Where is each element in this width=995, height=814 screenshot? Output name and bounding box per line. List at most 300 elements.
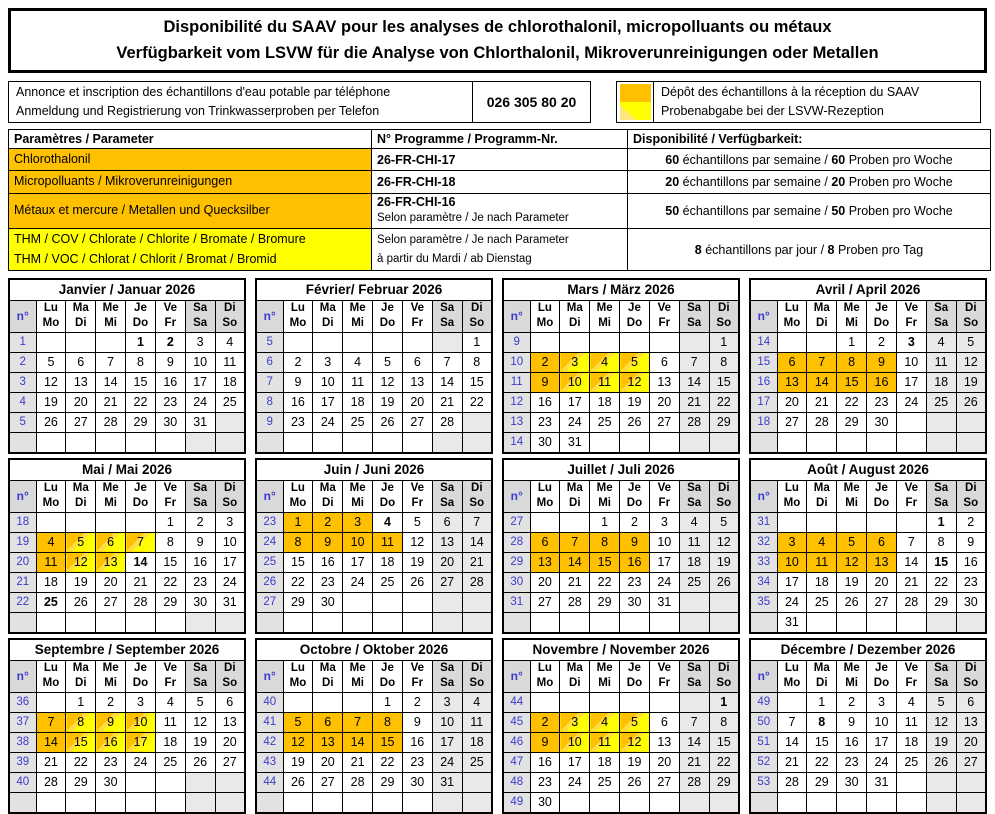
day-cell: 18 (155, 732, 185, 752)
day-cell: 7 (462, 512, 492, 532)
day-column-header: Me Mi (837, 300, 867, 332)
day-cell (215, 612, 245, 633)
day-cell (807, 432, 837, 453)
day-column-header: Je Do (373, 660, 403, 692)
week-number-column-header: n° (503, 480, 530, 512)
day-cell: 12 (66, 552, 96, 572)
day-cell (462, 432, 492, 453)
day-cell (215, 772, 245, 792)
week-number-cell: 38 (9, 732, 36, 752)
day-cell (649, 332, 679, 352)
day-cell: 21 (777, 752, 807, 772)
day-cell: 26 (185, 752, 215, 772)
day-cell: 13 (649, 732, 679, 752)
month-calendar (8, 278, 246, 454)
day-cell: 13 (649, 372, 679, 392)
day-cell: 20 (649, 752, 679, 772)
week-number-cell (9, 612, 36, 633)
week-number-cell: 44 (256, 772, 283, 792)
day-cell: 22 (709, 752, 739, 772)
day-cell: 15 (837, 372, 867, 392)
day-cell (620, 332, 650, 352)
day-cell: 15 (807, 732, 837, 752)
week-number-cell: 25 (256, 552, 283, 572)
month-title: Mars / März 2026 (503, 279, 739, 301)
day-cell (185, 612, 215, 633)
week-number-cell: 18 (9, 512, 36, 532)
day-cell (649, 432, 679, 453)
day-column-header: Ma Di (807, 300, 837, 332)
day-cell: 5 (926, 692, 956, 712)
day-cell (215, 792, 245, 813)
day-column-header: Me Mi (343, 300, 373, 332)
day-column-header: Di So (956, 480, 986, 512)
day-cell: 25 (807, 592, 837, 612)
day-column-header: Ve Fr (649, 480, 679, 512)
day-column-header: Di So (215, 300, 245, 332)
day-column-header: Lu Mo (36, 480, 66, 512)
day-cell: 30 (530, 432, 560, 453)
day-column-header: Sa Sa (679, 480, 709, 512)
program-number: 26-FR-CHI-17 (372, 149, 628, 171)
day-cell: 7 (432, 352, 462, 372)
day-cell: 26 (620, 412, 650, 432)
week-number-cell: 20 (9, 552, 36, 572)
day-cell: 30 (402, 772, 432, 792)
day-cell: 1 (373, 692, 403, 712)
day-cell (283, 432, 313, 453)
day-cell (777, 332, 807, 352)
day-cell: 4 (155, 692, 185, 712)
day-cell (590, 692, 620, 712)
day-cell: 30 (956, 592, 986, 612)
day-cell (343, 792, 373, 813)
week-number-cell: 18 (750, 412, 777, 432)
day-cell (926, 792, 956, 813)
day-cell: 17 (185, 372, 215, 392)
availability-value: 8 échantillons par jour / 8 Proben pro Tag (628, 229, 991, 271)
week-number-cell: 6 (256, 352, 283, 372)
day-column-header: Je Do (867, 480, 897, 512)
day-cell: 14 (96, 372, 126, 392)
day-cell: 22 (66, 752, 96, 772)
day-cell: 10 (777, 552, 807, 572)
day-cell: 9 (530, 372, 560, 392)
day-cell: 30 (530, 792, 560, 813)
day-cell: 3 (313, 352, 343, 372)
day-cell (432, 592, 462, 612)
month-calendar (8, 458, 246, 634)
week-number-cell: 9 (503, 332, 530, 352)
day-cell: 31 (649, 592, 679, 612)
week-number-cell: 40 (9, 772, 36, 792)
day-cell: 22 (837, 392, 867, 412)
program-header: N° Programme / Programm-Nr. (372, 130, 628, 149)
day-cell (709, 432, 739, 453)
month-calendar (502, 638, 740, 814)
day-cell (313, 792, 343, 813)
day-cell: 25 (896, 752, 926, 772)
day-cell: 27 (649, 772, 679, 792)
day-column-header: Di So (956, 660, 986, 692)
week-number-cell: 27 (256, 592, 283, 612)
month-calendar (255, 638, 493, 814)
day-cell: 15 (126, 372, 156, 392)
week-number-cell: 19 (9, 532, 36, 552)
day-cell: 19 (926, 732, 956, 752)
day-cell (36, 612, 66, 633)
day-cell: 23 (155, 392, 185, 412)
day-cell: 15 (709, 732, 739, 752)
day-cell: 22 (283, 572, 313, 592)
day-cell (867, 432, 897, 453)
day-cell (343, 432, 373, 453)
day-cell: 15 (66, 732, 96, 752)
day-cell: 8 (66, 712, 96, 732)
day-cell: 24 (432, 752, 462, 772)
day-cell: 10 (649, 532, 679, 552)
week-number-cell: 24 (256, 532, 283, 552)
day-cell: 16 (530, 752, 560, 772)
day-cell: 11 (679, 532, 709, 552)
day-cell: 10 (432, 712, 462, 732)
day-cell (837, 512, 867, 532)
day-cell (530, 612, 560, 633)
day-cell (373, 592, 403, 612)
day-cell: 11 (155, 712, 185, 732)
week-number-cell: 14 (750, 332, 777, 352)
month-title: Juillet / Juli 2026 (503, 459, 739, 481)
week-number-cell (9, 432, 36, 453)
day-cell: 19 (36, 392, 66, 412)
day-cell: 11 (896, 712, 926, 732)
day-cell: 14 (343, 732, 373, 752)
day-column-header: Me Mi (837, 480, 867, 512)
day-cell: 14 (896, 552, 926, 572)
day-cell: 22 (155, 572, 185, 592)
day-cell: 3 (215, 512, 245, 532)
day-column-header: Sa Sa (926, 660, 956, 692)
day-cell: 23 (313, 572, 343, 592)
day-cell: 3 (343, 512, 373, 532)
day-cell: 14 (679, 732, 709, 752)
day-cell (283, 692, 313, 712)
day-cell: 18 (807, 572, 837, 592)
day-cell (649, 612, 679, 633)
day-column-header: Lu Mo (36, 660, 66, 692)
day-cell (215, 412, 245, 432)
day-cell: 10 (313, 372, 343, 392)
day-cell: 4 (679, 512, 709, 532)
phone-announcement-de: Anmeldung und Registrierung von Trinkwasserproben per Telefon (16, 104, 380, 118)
day-cell: 19 (66, 572, 96, 592)
day-cell: 1 (283, 512, 313, 532)
day-cell: 3 (649, 512, 679, 532)
day-cell: 28 (432, 412, 462, 432)
phone-announcement (9, 82, 473, 122)
week-number-cell: 7 (256, 372, 283, 392)
day-cell: 30 (620, 592, 650, 612)
month-calendar (502, 278, 740, 454)
week-number-column-header: n° (750, 480, 777, 512)
day-column-header: Ma Di (313, 300, 343, 332)
day-cell (530, 692, 560, 712)
day-cell: 4 (896, 692, 926, 712)
day-column-header: Ve Fr (896, 300, 926, 332)
day-cell: 2 (867, 332, 897, 352)
day-column-header: Lu Mo (36, 300, 66, 332)
day-cell: 21 (807, 392, 837, 412)
day-column-header: Je Do (126, 300, 156, 332)
day-cell (66, 332, 96, 352)
day-cell: 28 (896, 592, 926, 612)
day-cell (402, 792, 432, 813)
week-number-column-header: n° (503, 660, 530, 692)
day-cell (620, 432, 650, 453)
parameter-name: THM / COV / Chlorate / Chlorite / Bromate / Bromure THM / VOC / Chlorat / Chlorit / Bromat / Bromid (9, 229, 372, 271)
day-cell: 3 (777, 532, 807, 552)
day-cell (896, 432, 926, 453)
day-column-header: Ma Di (66, 660, 96, 692)
day-column-header: Sa Sa (679, 300, 709, 332)
day-cell: 12 (837, 552, 867, 572)
day-cell: 22 (373, 752, 403, 772)
day-cell: 25 (590, 412, 620, 432)
day-cell: 27 (215, 752, 245, 772)
day-cell: 31 (777, 612, 807, 633)
day-cell: 5 (66, 532, 96, 552)
day-cell (560, 792, 590, 813)
day-cell: 15 (283, 552, 313, 572)
day-cell: 4 (462, 692, 492, 712)
day-cell: 20 (215, 732, 245, 752)
day-cell (926, 432, 956, 453)
day-cell: 29 (837, 412, 867, 432)
day-column-header: Je Do (126, 480, 156, 512)
day-cell: 23 (530, 772, 560, 792)
day-column-header: Me Mi (837, 660, 867, 692)
day-cell: 16 (96, 732, 126, 752)
day-cell: 7 (896, 532, 926, 552)
day-cell: 4 (36, 532, 66, 552)
day-cell: 13 (432, 532, 462, 552)
day-cell: 18 (36, 572, 66, 592)
day-cell (432, 792, 462, 813)
day-cell: 14 (777, 732, 807, 752)
day-cell: 27 (402, 412, 432, 432)
week-number-cell (256, 792, 283, 813)
day-cell: 20 (432, 552, 462, 572)
day-cell (896, 772, 926, 792)
day-column-header: Sa Sa (926, 480, 956, 512)
day-cell: 18 (343, 392, 373, 412)
day-column-header: Di So (462, 660, 492, 692)
day-cell: 2 (530, 712, 560, 732)
day-cell: 3 (185, 332, 215, 352)
month-calendar (255, 278, 493, 454)
phone-info-table (8, 81, 591, 123)
day-column-header: Di So (709, 300, 739, 332)
availability-value: 60 échantillons par semaine / 60 Proben pro Woche (628, 149, 991, 171)
day-column-header: Sa Sa (185, 300, 215, 332)
week-number-cell: 28 (503, 532, 530, 552)
day-column-header: Me Mi (343, 660, 373, 692)
week-number-cell: 14 (503, 432, 530, 453)
day-cell: 17 (126, 732, 156, 752)
day-cell: 26 (283, 772, 313, 792)
day-cell: 14 (462, 532, 492, 552)
day-cell: 30 (867, 412, 897, 432)
day-cell (343, 332, 373, 352)
day-cell (679, 592, 709, 612)
day-cell (867, 612, 897, 633)
day-cell: 2 (620, 512, 650, 532)
week-number-cell: 1 (9, 332, 36, 352)
day-cell: 20 (867, 572, 897, 592)
day-cell: 25 (462, 752, 492, 772)
day-cell: 8 (126, 352, 156, 372)
day-cell: 6 (867, 532, 897, 552)
week-number-cell: 5 (9, 412, 36, 432)
day-column-header: Lu Mo (530, 300, 560, 332)
week-number-cell: 26 (256, 572, 283, 592)
day-column-header: Lu Mo (283, 300, 313, 332)
day-column-header: Je Do (620, 660, 650, 692)
day-cell: 14 (807, 372, 837, 392)
program-number: 26-FR-CHI-18 (372, 171, 628, 193)
day-cell: 2 (313, 512, 343, 532)
day-column-header: Lu Mo (777, 300, 807, 332)
day-cell (590, 332, 620, 352)
day-cell: 30 (837, 772, 867, 792)
week-number-cell: 29 (503, 552, 530, 572)
month-title: Février/ Februar 2026 (256, 279, 492, 301)
day-cell: 10 (185, 352, 215, 372)
day-cell: 16 (530, 392, 560, 412)
day-cell: 25 (155, 752, 185, 772)
day-cell: 27 (956, 752, 986, 772)
week-number-column-header: n° (750, 300, 777, 332)
day-cell: 25 (215, 392, 245, 412)
day-cell (709, 592, 739, 612)
day-cell: 18 (590, 752, 620, 772)
day-cell: 1 (926, 512, 956, 532)
day-column-header: Je Do (620, 300, 650, 332)
day-cell (126, 792, 156, 813)
dropoff-legend-icon-cell (617, 82, 654, 122)
day-cell: 19 (620, 752, 650, 772)
day-cell: 21 (679, 392, 709, 412)
day-cell: 27 (777, 412, 807, 432)
day-cell: 9 (155, 352, 185, 372)
day-cell (66, 612, 96, 633)
info-section (8, 81, 987, 123)
day-cell: 23 (620, 572, 650, 592)
day-cell: 8 (590, 532, 620, 552)
day-cell (36, 792, 66, 813)
day-cell: 2 (283, 352, 313, 372)
day-column-header: Sa Sa (679, 660, 709, 692)
dropoff-legend-fr: Dépôt des échantillons à la réception du SAAV (661, 85, 920, 100)
day-cell: 16 (837, 732, 867, 752)
week-number-cell: 4 (9, 392, 36, 412)
day-column-header: Ma Di (313, 480, 343, 512)
day-cell (96, 332, 126, 352)
day-cell: 12 (926, 712, 956, 732)
day-column-header: Lu Mo (530, 660, 560, 692)
day-cell (926, 412, 956, 432)
day-cell: 19 (620, 392, 650, 412)
day-cell: 11 (215, 352, 245, 372)
day-cell: 8 (837, 352, 867, 372)
day-column-header: Me Mi (590, 480, 620, 512)
day-cell: 20 (66, 392, 96, 412)
day-cell: 17 (432, 732, 462, 752)
month-title: Septembre / September 2026 (9, 639, 245, 661)
day-cell (560, 332, 590, 352)
day-column-header: Je Do (867, 300, 897, 332)
day-cell (462, 592, 492, 612)
day-cell: 6 (777, 352, 807, 372)
day-cell: 19 (956, 372, 986, 392)
day-cell: 7 (807, 352, 837, 372)
month-title: Octobre / Oktober 2026 (256, 639, 492, 661)
day-cell: 23 (956, 572, 986, 592)
day-cell: 13 (956, 712, 986, 732)
day-cell (896, 792, 926, 813)
day-cell: 6 (956, 692, 986, 712)
day-cell (679, 332, 709, 352)
day-cell: 25 (343, 412, 373, 432)
day-cell: 10 (343, 532, 373, 552)
day-cell: 28 (36, 772, 66, 792)
day-cell: 11 (36, 552, 66, 572)
day-cell: 2 (155, 332, 185, 352)
phone-number: 026 305 80 20 (486, 94, 577, 110)
day-cell: 7 (36, 712, 66, 732)
day-cell (709, 792, 739, 813)
day-column-header: Ma Di (560, 300, 590, 332)
day-cell (462, 772, 492, 792)
day-cell: 5 (185, 692, 215, 712)
day-cell: 13 (66, 372, 96, 392)
day-cell: 6 (432, 512, 462, 532)
day-cell (807, 512, 837, 532)
day-cell (777, 792, 807, 813)
day-cell: 26 (373, 412, 403, 432)
day-cell (679, 692, 709, 712)
day-cell (679, 432, 709, 453)
week-number-cell: 2 (9, 352, 36, 372)
day-cell (620, 612, 650, 633)
week-number-cell: 15 (750, 352, 777, 372)
day-cell: 21 (36, 752, 66, 772)
day-cell (777, 432, 807, 453)
day-column-header: Ve Fr (896, 480, 926, 512)
day-cell: 28 (126, 592, 156, 612)
day-cell (590, 792, 620, 813)
day-cell: 1 (66, 692, 96, 712)
day-cell: 9 (96, 712, 126, 732)
day-cell (313, 432, 343, 453)
day-cell: 2 (956, 512, 986, 532)
day-cell: 17 (313, 392, 343, 412)
availability-header: Disponibilité / Verfügbarkeit: (628, 130, 991, 149)
day-cell: 13 (313, 732, 343, 752)
day-cell: 1 (709, 332, 739, 352)
day-column-header: Ve Fr (649, 300, 679, 332)
param-row (9, 149, 991, 171)
